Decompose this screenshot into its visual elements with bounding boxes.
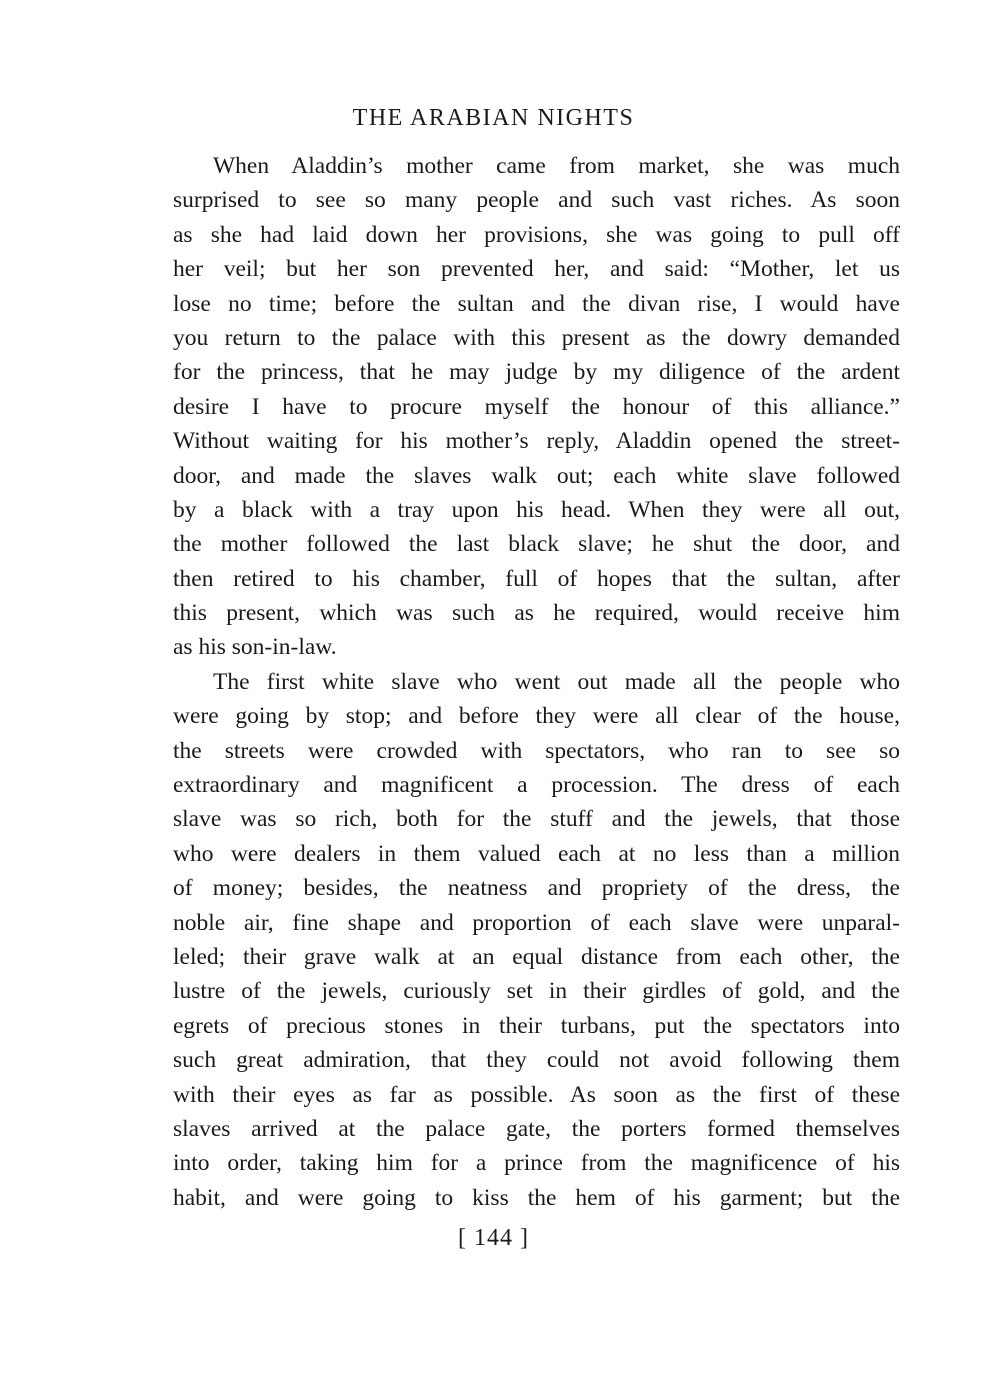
paragraph xyxy=(173,665,900,1215)
text-line: lose no time; before the sultan and the divan rise, I would have xyxy=(173,290,900,317)
text-line: you return to the palace with this present as the dowry demanded xyxy=(173,324,900,351)
text-line: noble air, fine shape and proportion of each slave were unparal- xyxy=(173,909,900,936)
text-line: the mother followed the last black slave; he shut the door, and xyxy=(173,531,900,558)
text-line: with their eyes as far as possible. As soon as the first of these xyxy=(173,1081,900,1108)
text-line: as his son-in-law. xyxy=(173,634,337,661)
body-text xyxy=(173,149,900,1215)
text-line: such great admiration, that they could not avoid following them xyxy=(173,1047,900,1074)
text-line: Without waiting for his mother’s reply, Aladdin opened the street- xyxy=(173,428,900,455)
text-line: who were dealers in them valued each at no less than a million xyxy=(173,840,900,867)
text-line: extraordinary and magnificent a procession. The dress of each xyxy=(173,772,900,799)
running-head: THE ARABIAN NIGHTS xyxy=(352,105,635,131)
text-line: this present, which was such as he required, would receive him xyxy=(173,600,900,627)
paragraph xyxy=(173,149,900,665)
text-line: desire I have to procure myself the honour of this alliance.” xyxy=(173,393,900,420)
text-line: the streets were crowded with spectators, who ran to see so xyxy=(173,737,900,764)
text-line: leled; their grave walk at an equal distance from each other, the xyxy=(173,943,900,970)
text-line: by a black with a tray upon his head. When they were all out, xyxy=(173,496,900,523)
page-number: [ 144 ] xyxy=(458,1225,529,1251)
text-line: The first white slave who went out made all the people who xyxy=(213,668,900,695)
text-line: as she had laid down her provisions, she was going to pull off xyxy=(173,221,900,248)
text-line: habit, and were going to kiss the hem of his garment; but the xyxy=(173,1184,900,1211)
text-line: When Aladdin’s mother came from market, she was much xyxy=(213,153,900,179)
text-line: of money; besides, the neatness and propriety of the dress, the xyxy=(173,875,900,902)
text-line: into order, taking him for a prince from the magnificence of his xyxy=(173,1150,900,1177)
text-line: slaves arrived at the palace gate, the porters formed themselves xyxy=(173,1115,900,1142)
text-line: were going by stop; and before they were all clear of the house, xyxy=(173,703,900,730)
text-line: then retired to his chamber, full of hopes that the sultan, after xyxy=(173,565,900,592)
text-line: door, and made the slaves walk out; each white slave followed xyxy=(173,462,900,489)
text-line: egrets of precious stones in their turbans, put the spectators into xyxy=(173,1012,900,1039)
text-line: her veil; but her son prevented her, and said: “Mother, let us xyxy=(173,256,900,283)
text-line: lustre of the jewels, curiously set in their girdles of gold, and the xyxy=(173,978,900,1005)
text-line: for the princess, that he may judge by my diligence of the ardent xyxy=(173,359,900,386)
text-line: slave was so rich, both for the stuff and the jewels, that those xyxy=(173,806,900,833)
text-line: surprised to see so many people and such vast riches. As soon xyxy=(173,187,900,214)
